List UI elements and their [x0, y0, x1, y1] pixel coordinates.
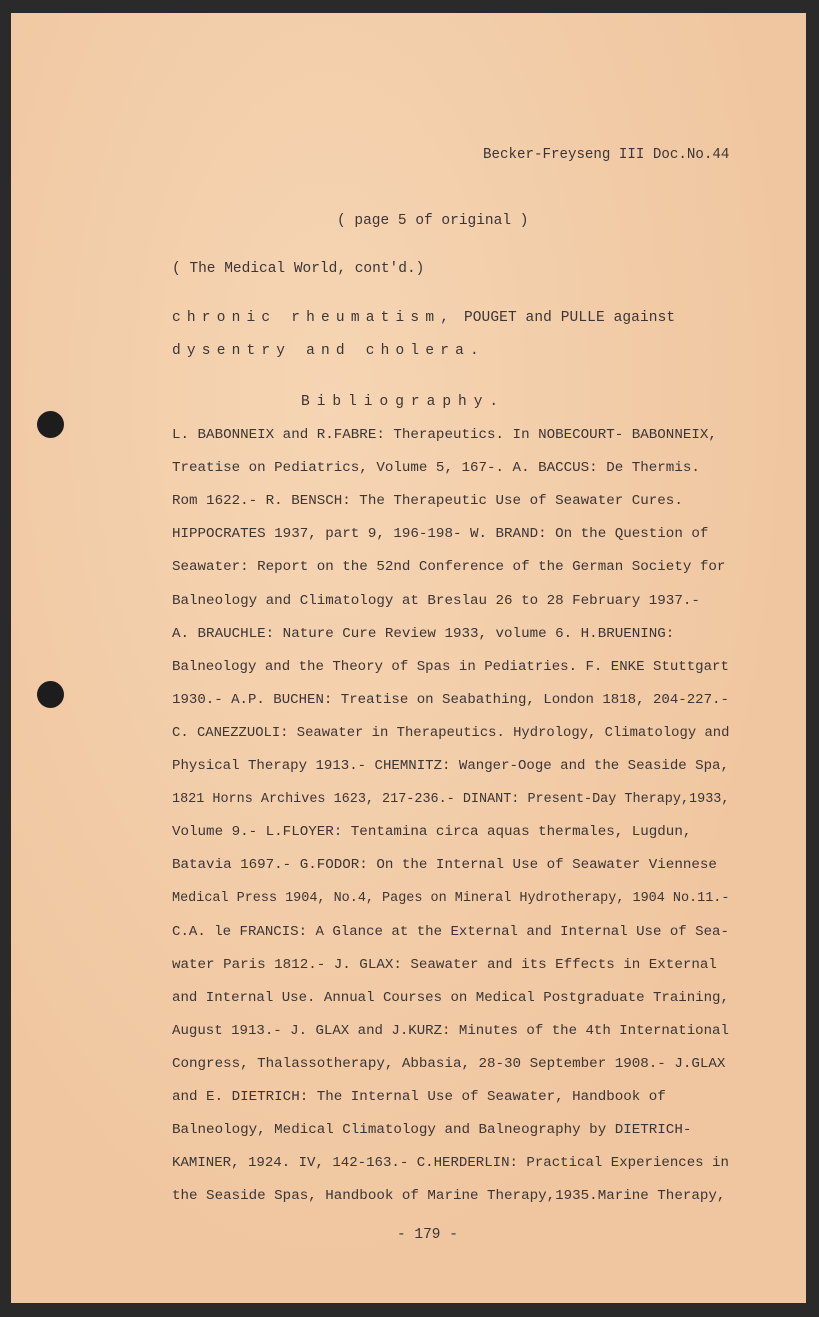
original-page-marker: ( page 5 of original ) — [337, 213, 529, 229]
bibliography-line: Batavia 1697.- G.FODOR: On the Internal Use of Seawater Viennese — [172, 857, 717, 874]
bibliography-line: 1821 Horns Archives 1623, 217-236.- DINANT: Present-Day Therapy,1933, — [172, 791, 730, 808]
document-reference: Becker-Freyseng III Doc.No.44 — [483, 147, 730, 163]
document-page — [11, 13, 806, 1303]
bibliography-heading: Bibliography. — [301, 394, 506, 410]
bibliography-line: August 1913.- J. GLAX and J.KURZ: Minutes of the 4th International — [172, 1022, 729, 1039]
punch-hole-top — [37, 411, 64, 438]
bibliography-line: Medical Press 1904, No.4, Pages on Mineral Hydrotherapy, 1904 No.11.- — [172, 890, 730, 907]
bibliography-line: and Internal Use. Annual Courses on Medical Postgraduate Training, — [172, 989, 729, 1006]
intro-line-2 — [172, 343, 485, 359]
bibliography-line: Rom 1622.- R. BENSCH: The Therapeutic Use of Seawater Cures. — [172, 493, 683, 510]
bibliography-line: KAMINER, 1924. IV, 142-163.- C.HERDERLIN: Practical Experiences in — [172, 1155, 729, 1172]
bibliography-line: the Seaside Spas, Handbook of Marine Therapy,1935.Marine Therapy, — [172, 1188, 726, 1205]
continued-heading: ( The Medical World, cont'd.) — [172, 261, 425, 277]
bibliography-line: Treatise on Pediatrics, Volume 5, 167-. A. BACCUS: De Thermis. — [172, 460, 700, 477]
bibliography-line: 1930.- A.P. BUCHEN: Treatise on Seabathing, London 1818, 204-227.- — [172, 691, 729, 708]
bibliography-line: C. CANEZZUOLI: Seawater in Therapeutics. Hydrology, Climatology and — [172, 724, 730, 741]
bibliography-line: Balneology and the Theory of Spas in Pediatries. F. ENKE Stuttgart — [172, 658, 729, 675]
intro-line-1-spaced: chronic rheumatism, — [172, 310, 456, 326]
intro-line-1-rest: POUGET and PULLE against — [455, 310, 676, 326]
intro-line-2-spaced: dysentry and cholera. — [172, 343, 485, 359]
bibliography-line: Balneology and Climatology at Breslau 26 to 28 February 1937.- — [172, 592, 700, 609]
punch-hole-bottom — [37, 681, 64, 708]
bibliography-line: C.A. le FRANCIS: A Glance at the External and Internal Use of Sea- — [172, 923, 729, 940]
bibliography-line: L. BABONNEIX and R.FABRE: Therapeutics. In NOBECOURT- BABONNEIX, — [172, 427, 717, 443]
bibliography-line: Balneology, Medical Climatology and Balneography by DIETRICH- — [172, 1122, 692, 1139]
bibliography-line: Physical Therapy 1913.- CHEMNITZ: Wanger-Ooge and the Seaside Spa, — [172, 758, 729, 774]
bibliography-line: A. BRAUCHLE: Nature Cure Review 1933, volume 6. H.BRUENING: — [172, 625, 675, 642]
bibliography-line: Seawater: Report on the 52nd Conference of the German Society for — [172, 559, 726, 576]
bibliography-line: and E. DIETRICH: The Internal Use of Seawater, Handbook of — [172, 1089, 666, 1105]
bibliography-line: Volume 9.- L.FLOYER: Tentamina circa aquas thermales, Lugdun, — [172, 824, 692, 841]
bibliography-line: water Paris 1812.- J. GLAX: Seawater and its Effects in External — [172, 956, 717, 973]
bibliography-line: HIPPOCRATES 1937, part 9, 196-198- W. BRAND: On the Question of — [172, 526, 709, 543]
intro-line-1 — [172, 310, 675, 326]
bibliography-line: Congress, Thalassotherapy, Abbasia, 28-30 September 1908.- J.GLAX — [172, 1055, 726, 1072]
page-number: - 179 - — [397, 1227, 458, 1243]
